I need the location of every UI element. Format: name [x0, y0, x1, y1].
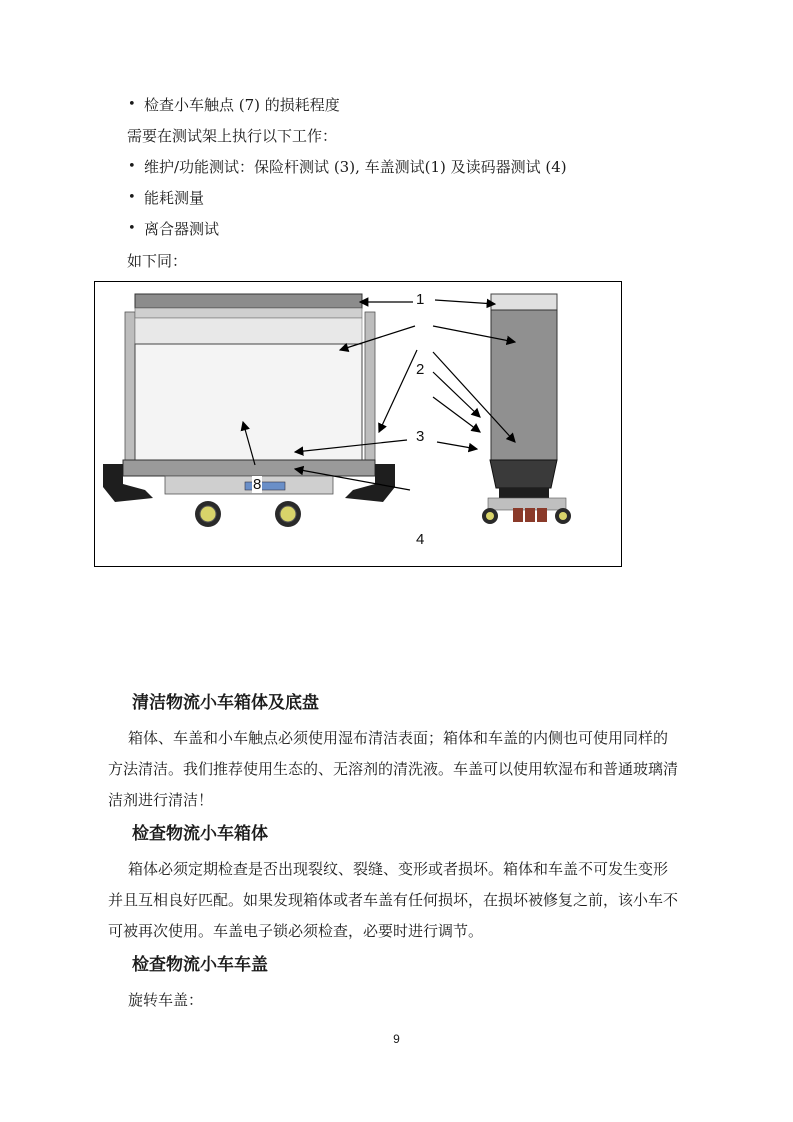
paragraph-line: 旋转车盖： [128, 991, 204, 1009]
page-number: 9 [393, 1032, 400, 1046]
cart-body-front [135, 344, 362, 462]
section-heading-check-body: 检查物流小车箱体 [132, 824, 268, 844]
list-item-check-contacts: • 检查小车触点 (7) 的损耗程度 [144, 95, 340, 115]
list-item-energy: • 能耗测量 [144, 188, 204, 208]
callout-1: 1 [416, 291, 425, 308]
callout-8: 8 [253, 476, 262, 493]
paragraph-line: 并且互相良好匹配。如果发现箱体或者车盖有任何损坏，在损坏被修复之前，该小车不 [108, 891, 679, 909]
paragraph-line: 可被再次使用。车盖电子锁必须检查，必要时进行调节。 [108, 922, 484, 940]
cart-diagram [95, 282, 621, 566]
lid-top [135, 294, 362, 308]
paragraph-line: 洁剂进行清洁！ [108, 791, 214, 809]
test-rack-intro: 需要在测试架上执行以下工作： [127, 127, 338, 145]
callout-3: 3 [416, 428, 425, 445]
list-item-maintenance-test: • 维护/功能测试：保险杆测试 (3), 车盖测试(1) 及读码器测试 (4) [144, 157, 567, 177]
callout-2: 2 [416, 361, 425, 378]
as-follows-label: 如下同： [127, 252, 188, 270]
list-item-clutch: • 离合器测试 [144, 219, 219, 239]
cart-diagram-figure [94, 281, 622, 567]
paragraph-line: 箱体必须定期检查是否出现裂纹、裂缝、变形或者损坏。箱体和车盖不可发生变形 [128, 860, 669, 878]
side-view [482, 294, 571, 524]
paragraph-line: 箱体、车盖和小车触点必须使用湿布清洁表面；箱体和车盖的内侧也可使用同样的 [128, 729, 669, 747]
callout-4: 4 [416, 531, 425, 548]
section-heading-check-lid: 检查物流小车车盖 [132, 955, 268, 975]
section-heading-clean: 清洁物流小车箱体及底盘 [132, 693, 319, 713]
front-view [103, 294, 395, 527]
cart-body-side [491, 310, 557, 460]
paragraph-line: 方法清洁。我们推荐使用生态的、无溶剂的清洗液。车盖可以使用软湿布和普通玻璃清 [108, 760, 679, 778]
